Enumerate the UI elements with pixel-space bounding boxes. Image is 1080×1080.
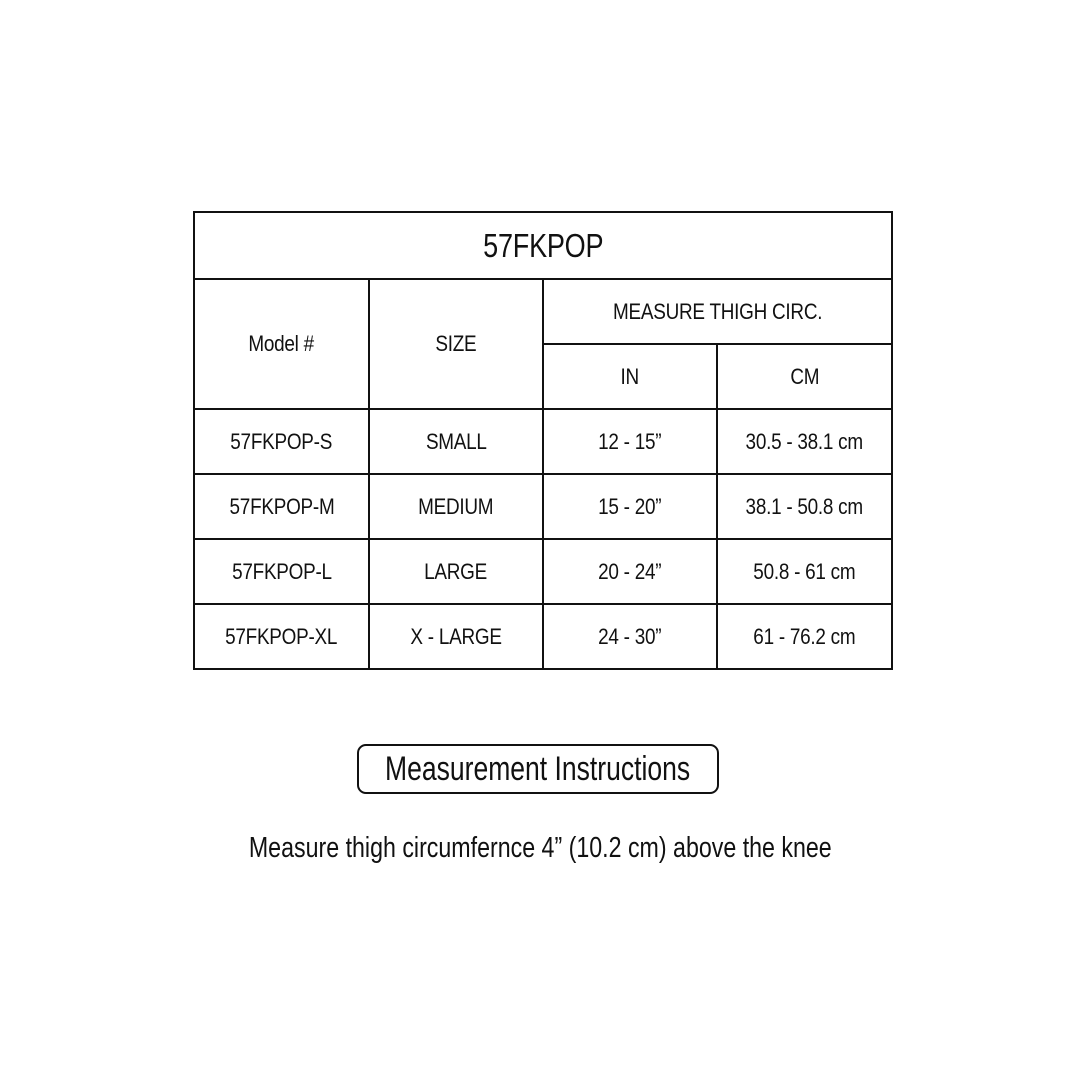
cell-size: X - LARGE [369, 604, 543, 669]
cell-size: SMALL [369, 409, 543, 474]
cell-cm: 61 - 76.2 cm [717, 604, 892, 669]
instructions-text: Measure thigh circumfernce 4” (10.2 cm) above the knee [248, 832, 832, 864]
header-model: Model # [194, 279, 369, 409]
cell-model: 57FKPOP-L [194, 539, 369, 604]
cell-model: 57FKPOP-XL [194, 604, 369, 669]
header-in: IN [543, 344, 717, 409]
cell-in: 24 - 30” [543, 604, 717, 669]
cell-cm: 50.8 - 61 cm [717, 539, 892, 604]
instructions-heading: Measurement Instructions [357, 744, 719, 794]
cell-size: MEDIUM [369, 474, 543, 539]
table-row [194, 604, 892, 669]
header-size: SIZE [369, 279, 543, 409]
cell-model: 57FKPOP-S [194, 409, 369, 474]
cell-model: 57FKPOP-M [194, 474, 369, 539]
cell-cm: 30.5 - 38.1 cm [717, 409, 892, 474]
cell-size: LARGE [369, 539, 543, 604]
cell-in: 12 - 15” [543, 409, 717, 474]
table-row [194, 409, 892, 474]
header-cm: CM [717, 344, 892, 409]
table-row [194, 474, 892, 539]
table-header-row [194, 279, 892, 344]
table-title: 57FKPOP [194, 212, 892, 279]
size-chart-table [193, 211, 893, 670]
table-row [194, 539, 892, 604]
table-title-row [194, 212, 892, 279]
cell-in: 20 - 24” [543, 539, 717, 604]
cell-in: 15 - 20” [543, 474, 717, 539]
header-measure: MEASURE THIGH CIRC. [543, 279, 892, 344]
cell-cm: 38.1 - 50.8 cm [717, 474, 892, 539]
